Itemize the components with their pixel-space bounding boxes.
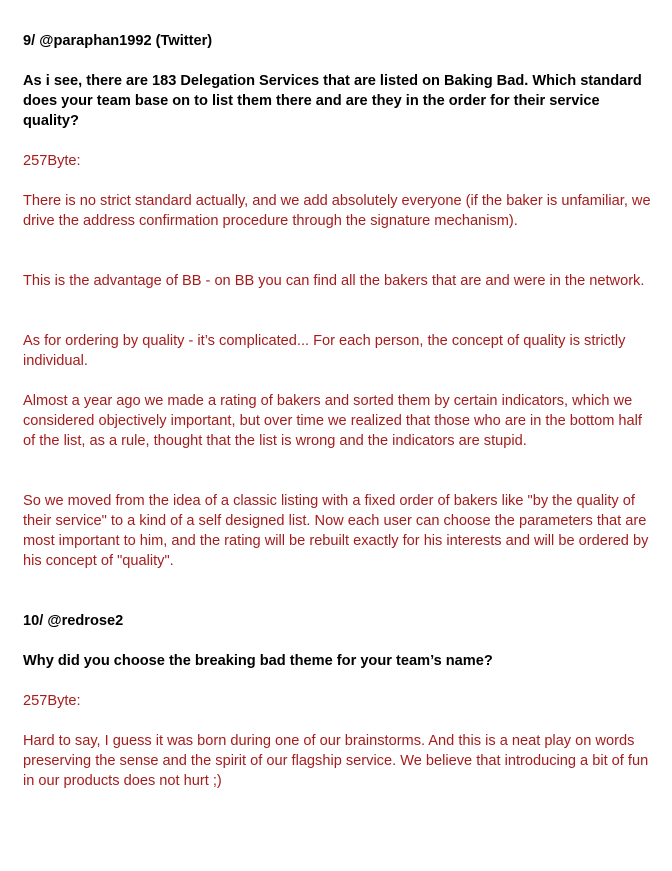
answer-9-paragraph-2: This is the advantage of BB - on BB you can find all the bakers that are and were in the network. [23, 273, 645, 289]
section-heading-10: 10/ @redrose2 [23, 613, 124, 629]
answer-9-paragraph-5: So we moved from the idea of a classic listing with a fixed order of bakers like "by the quality of their service" to a kind of a self designed list. Now each user can choose the parameters that are most important to him, and the rating will be rebuilt exactly for his interests and will be ordered by his concept of "quality". [23, 493, 649, 569]
question-10: Why did you choose the breaking bad theme for your team’s name? [23, 653, 493, 669]
question-9: As i see, there are 183 Delegation Services that are listed on Baking Bad. Which standard does your team base on to list them there and are they in the order for their service quality? [23, 73, 642, 129]
answer-author-9: 257Byte: [23, 153, 81, 169]
document-body [23, 31, 653, 791]
answer-author-10: 257Byte: [23, 693, 81, 709]
answer-9-paragraph-4: Almost a year ago we made a rating of bakers and sorted them by certain indicators, which we considered objectively important, but over time we realized that those who are in the bottom half of the list, as a rule, thought that the list is wrong and the indicators are stupid. [23, 393, 642, 449]
answer-9-paragraph-1: There is no strict standard actually, and we add absolutely everyone (if the baker is unfamiliar, we drive the address confirmation procedure through the signature mechanism). [23, 193, 651, 229]
answer-10-paragraph-1: Hard to say, I guess it was born during one of our brainstorms. And this is a neat play on words preserving the sense and the spirit of our flagship service. We believe that introducing a bit of fun in our products does not hurt ;) [23, 733, 649, 789]
section-heading-9: 9/ @paraphan1992 (Twitter) [23, 33, 213, 49]
answer-9-paragraph-3: As for ordering by quality - it’s complicated... For each person, the concept of quality is strictly individual. [23, 333, 626, 369]
